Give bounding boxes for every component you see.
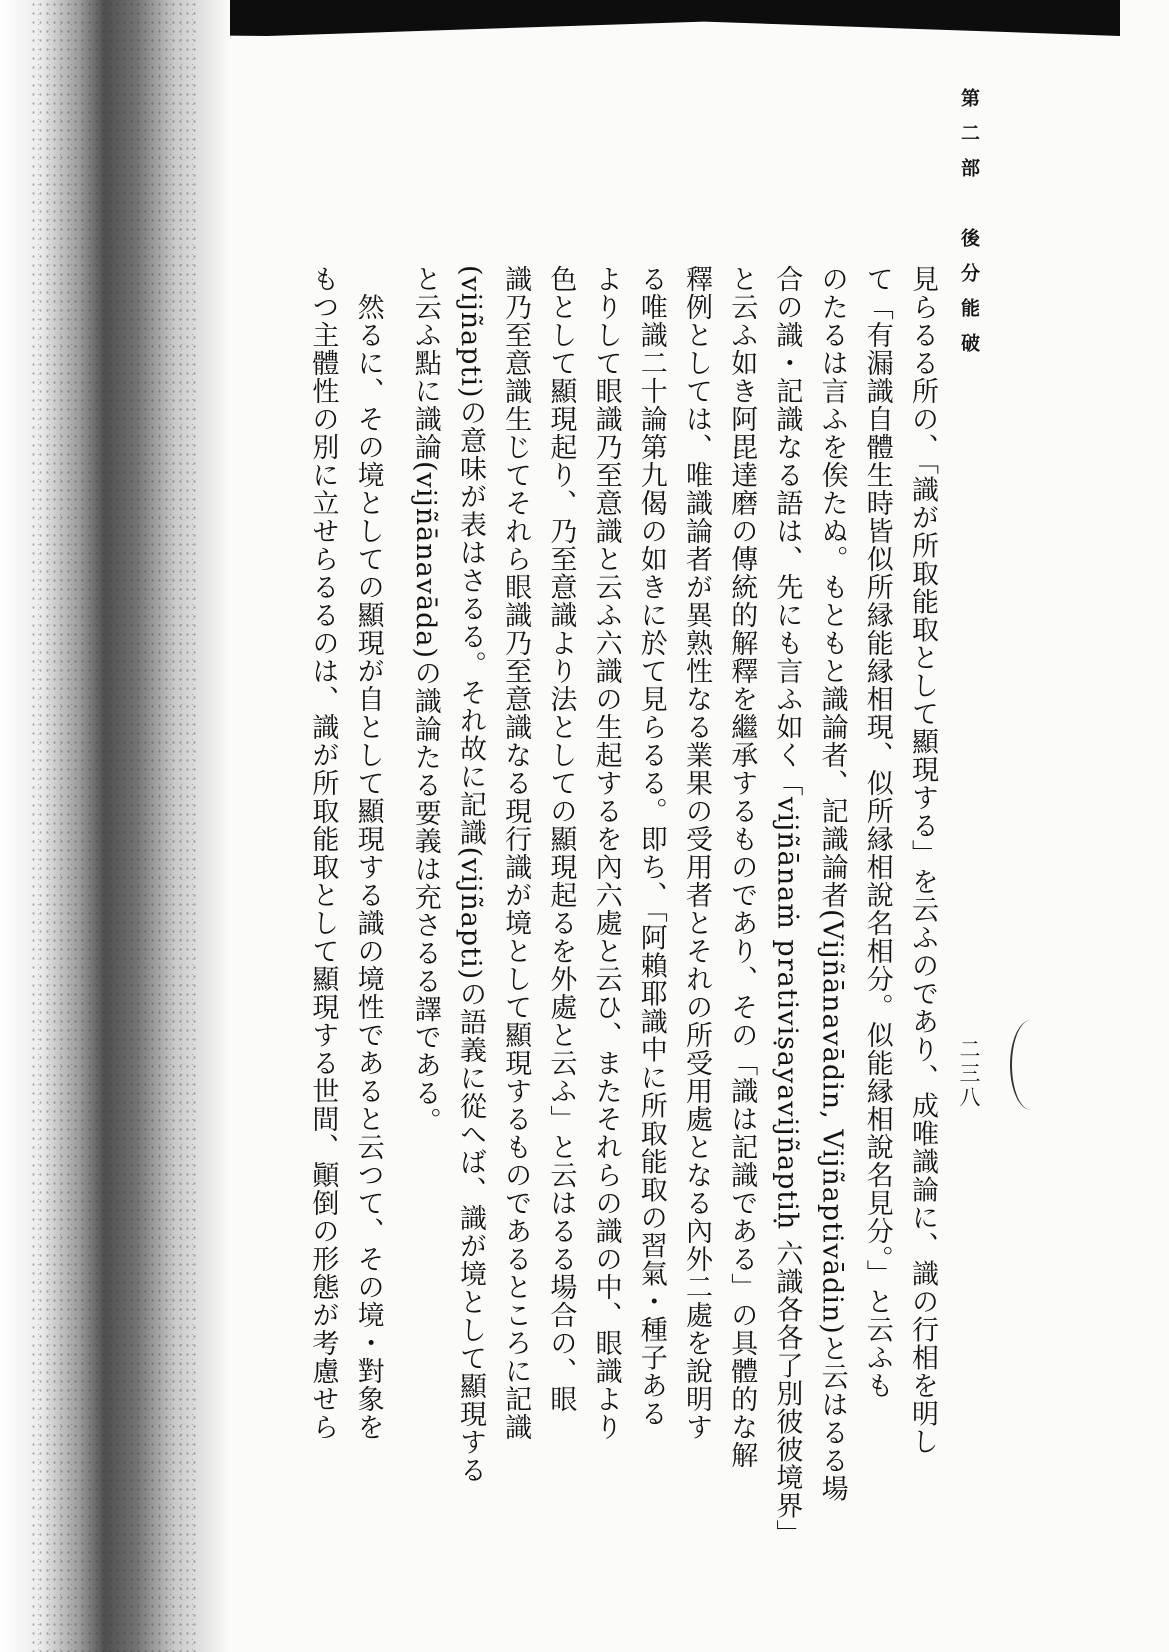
text-column: る唯識二十論第九偈の如きに於て見らるる。即ち、「阿賴耶識中に所取能取の習氣・種子ある [635,265,667,1428]
text-column: (vijñapti)の意味が表はさるる。それ故に記識(vijñapti)の語義に從へば、識が境として顯現する [454,265,486,1485]
text-column: もつ主體性の別に立せらるるのは、識が所取能取として顯現する世間、顚倒の形態が考慮せら [307,265,339,1441]
text-column: と云ふ點に識論(vijñānavāda)の識論たる要義は充さるる譯である。 [409,265,441,1136]
page-number: 二三八 [957,1038,981,1110]
scan-top-band [80,0,1120,36]
running-header: 第二部 後分能破 [958,88,980,368]
text-column: のたるは言ふを俟たぬ。もともと識論者、記識論者(Vijñānavādin, Vijñaptivādin)と云はるる場 [816,265,848,1503]
text-column: て「有漏識自體生時皆似所縁能縁相現、似所縁相說名相分。似能縁相說名見分。」と云ふも [861,265,893,1400]
text-column: 釋例としては、唯識論者が異熟性なる業果の受用者とそれの所受用處となる內外二處を說明す [680,265,712,1441]
scan-artifact-mark [1010,1020,1052,1110]
text-column: 識乃至意識生じてそれら眼識乃至意識なる現行識が境として顯現するものであるところに記識 [500,265,532,1441]
gutter-noise [30,0,200,1652]
text-column: 合の識・記識なる語は、先にも言ふ如く「vijñānaṁ prativiṣayavijñaptiḥ 六識各各了別彼彼境界」 [771,265,803,1548]
text-column: 色として顯現起り、乃至意識より法としての顯現起るを外處と云ふ」と云はるる場合の、眼 [545,265,577,1413]
text-column: 見らるる所の、「識が所取能取として顯現する」を云ふのであり、成唯識論に、識の行相を明し [907,265,938,1456]
text-column: よりして眼識乃至意識と云ふ六識の生起するを內六處と云ひ、またそれらの識の中、眼識より [590,265,622,1441]
body-text [205,265,945,1605]
text-column: と云ふ如き阿毘達磨の傳統的解釋を繼承するものであり、その「識は記識である」の具體的な解 [726,265,758,1469]
text-column: 然るに、その境としての顯現が自として顯現する識の境性であると云つて、その境・對象を [352,293,384,1441]
